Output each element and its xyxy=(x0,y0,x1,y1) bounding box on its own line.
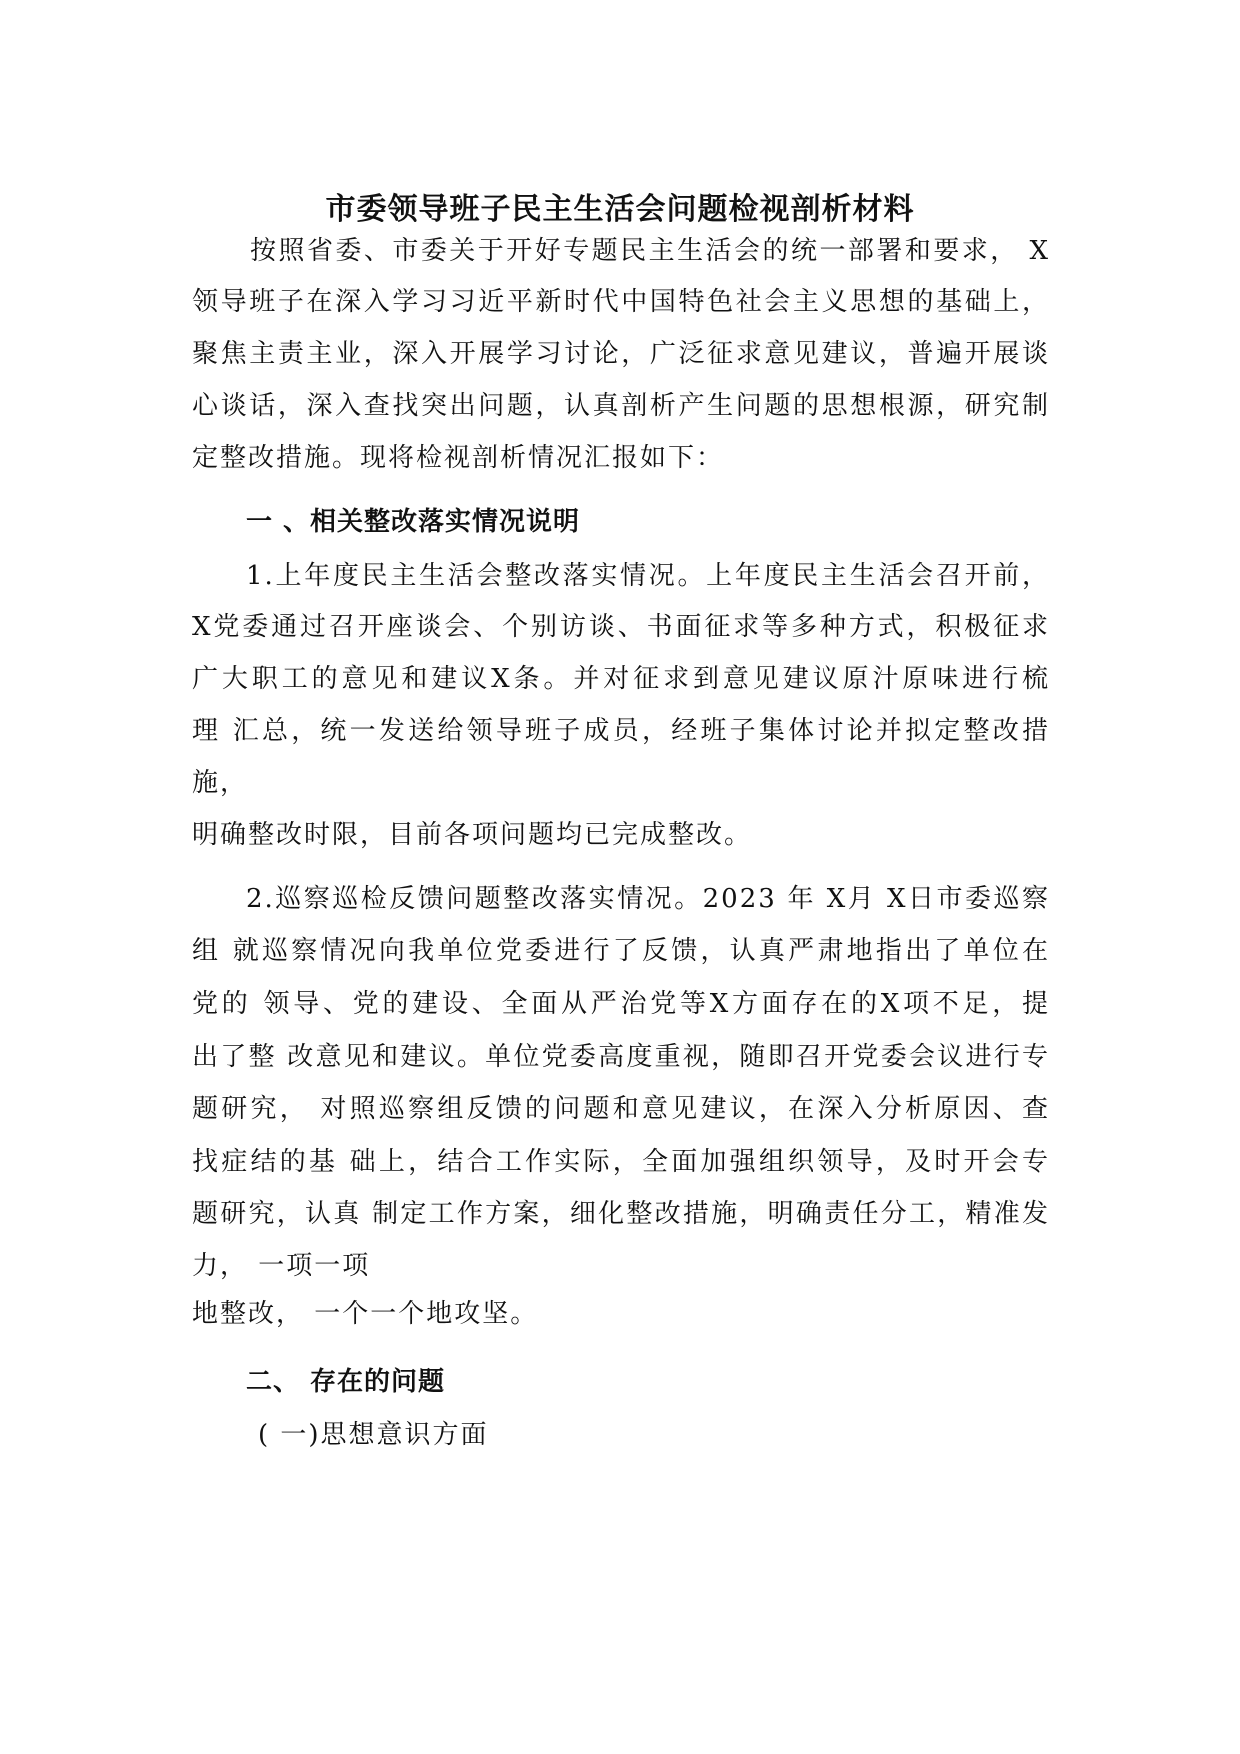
paragraph-line: 1.上年度民主生活会整改落实情况。上年度民主生活会召开前， xyxy=(246,561,1050,591)
section-heading: 二、 存在的问题 xyxy=(246,1367,446,1397)
paragraph-line: 理 汇总，统一发送给领导班子成员，经班子集体讨论并拟定整改措 xyxy=(192,716,1050,746)
paragraph-line: 领导班子在深入学习习近平新时代中国特色社会主义思想的基础上， xyxy=(192,287,1050,317)
paragraph-line: 心谈话，深入查找突出问题，认真剖析产生问题的思想根源，研究制 xyxy=(192,391,1050,421)
paragraph-line: X党委通过召开座谈会、个别访谈、书面征求等多种方式，积极征求 xyxy=(192,612,1050,642)
document-title: 市委领导班子民主生活会问题检视剖析材料 xyxy=(325,192,915,227)
paragraph-line: 聚焦主责主业，深入开展学习讨论，广泛征求意见建议，普遍开展谈 xyxy=(192,339,1050,369)
paragraph-line: 定整改措施。现将检视剖析情况汇报如下： xyxy=(192,443,725,473)
paragraph-line: 党的 领导、党的建设、全面从严治党等X方面存在的X项不足，提 xyxy=(192,989,1050,1019)
paragraph-line: 出了整 改意见和建议。单位党委高度重视，随即召开党委会议进行专 xyxy=(192,1042,1050,1072)
paragraph-line: 按照省委、市委关于开好专题民主生活会的统一部署和要求， X xyxy=(250,236,1050,266)
paragraph-line: 题研究，认真 制定工作方案，细化整改措施，明确责任分工，精准发 xyxy=(192,1199,1050,1229)
paragraph-line: 2.巡察巡检反馈问题整改落实情况。2023 年 X月 X日市委巡察 xyxy=(246,884,1050,914)
paragraph-line: 组 就巡察情况向我单位党委进行了反馈，认真严肃地指出了单位在 xyxy=(192,936,1050,966)
paragraph-line: 找症结的基 础上，结合工作实际，全面加强组织领导，及时开会专 xyxy=(192,1147,1050,1177)
paragraph-line: 地整改， 一个一个地攻坚。 xyxy=(192,1299,539,1329)
subsection-heading: ( 一)思想意识方面 xyxy=(258,1420,489,1450)
paragraph-line: 力， 一项一项 xyxy=(192,1251,371,1281)
paragraph-line: 题研究， 对照巡察组反馈的问题和意见建议，在深入分析原因、查 xyxy=(192,1094,1050,1124)
paragraph-line: 明确整改时限，目前各项问题均已完成整改。 xyxy=(192,820,753,850)
paragraph-line: 施， xyxy=(192,768,249,798)
section-heading: 一 、相关整改落实情况说明 xyxy=(246,507,581,537)
paragraph-line: 广大职工的意见和建议X条。并对征求到意见建议原汁原味进行梳 xyxy=(192,664,1050,694)
